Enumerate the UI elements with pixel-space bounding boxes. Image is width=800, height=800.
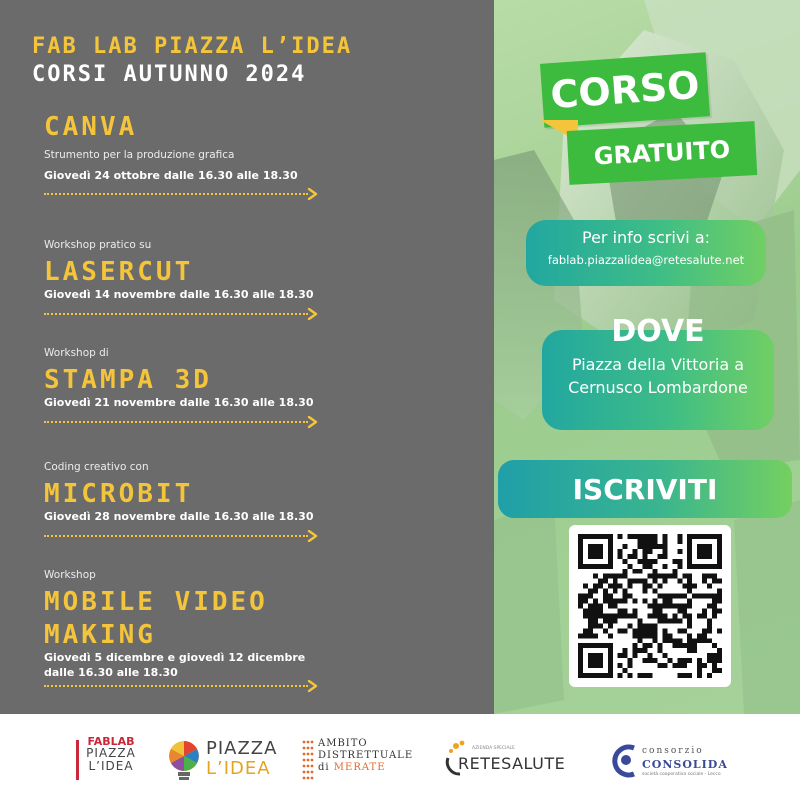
right-panel [494, 0, 800, 714]
course-date: Giovedì 24 ottobre dalle 16.30 alle 18.30 [44, 169, 298, 183]
qr-code-icon [578, 534, 722, 678]
retesalute-text: RETESALUTE [458, 754, 566, 773]
corso-label: CORSO [549, 62, 701, 118]
course-intro: Coding creativo con [44, 461, 149, 473]
ambito-merate-logo [302, 738, 422, 784]
bulb-icon [166, 740, 202, 782]
retesalute-small-text: AZIENDA SPECIALE [472, 746, 515, 751]
footer-logos [0, 714, 800, 800]
retesalute-logo [442, 738, 566, 784]
ambito-line3a: di [318, 762, 334, 773]
course-description: Strumento per la produzione grafica [44, 149, 235, 162]
course-intro: Workshop pratico su [44, 239, 152, 251]
dots-grid-icon [302, 740, 314, 780]
ambito-line2: DISTRETTUALE [318, 750, 414, 761]
arrow-right-icon [44, 416, 318, 428]
dove-pill [542, 314, 774, 430]
course-date-line2: dalle 16.30 alle 18.30 [44, 666, 178, 680]
consolida-text3: società cooperativa sociale - Lecco [642, 772, 721, 777]
course-date: Giovedì 21 novembre dalle 16.30 alle 18.30 [44, 396, 314, 410]
course-name: STAMPA 3D [44, 365, 212, 395]
header-subtitle: CORSI AUTUNNO 2024 [32, 62, 307, 87]
fablab-logo [80, 736, 142, 782]
course-stampa-3d [44, 347, 484, 411]
course-name: CANVA [44, 112, 138, 142]
course-name: MICROBIT [44, 479, 194, 509]
fablab-logo-text3: L’IDEA [88, 758, 134, 773]
arrow-right-icon [44, 308, 318, 320]
ambito-line3b: MERATE [333, 762, 386, 773]
course-microbit [44, 461, 484, 525]
info-label: Per info scrivi a: [581, 228, 711, 247]
course-lasercut [44, 239, 484, 303]
arrow-right-icon [44, 188, 318, 200]
course-mobile-video-making [44, 569, 484, 681]
ambito-logo-text [318, 738, 413, 774]
consolida-c-icon [612, 742, 640, 780]
course-canva [44, 112, 484, 184]
dove-line2: Cernusco Lombardone [568, 378, 748, 398]
course-name-line2: MAKING [44, 620, 156, 651]
info-email[interactable]: fablab.piazzalidea@retesalute.net [547, 253, 745, 267]
gratuito-badge [567, 121, 758, 185]
course-date: Giovedì 28 novembre dalle 16.30 alle 18.30 [44, 510, 314, 524]
consolida-logo [612, 738, 742, 784]
dove-title: DOVE [611, 314, 705, 349]
iscriviti-banner[interactable] [498, 460, 792, 518]
piazza-logo-text2: L’IDEA [206, 758, 271, 779]
course-intro: Workshop di [44, 347, 109, 359]
ambito-line1: AMBITO [318, 738, 368, 749]
info-pill [526, 220, 766, 286]
corso-badge [540, 52, 710, 127]
consolida-text2: CONSOLIDA [642, 758, 728, 771]
course-date: Giovedì 5 dicembre e giovedì 12 dicembre [44, 651, 306, 665]
header-title: FAB LAB PIAZZA L’IDEA [32, 34, 353, 59]
iscriviti-label: ISCRIVITI [572, 472, 718, 506]
course-name: MOBILE VIDEO [44, 587, 268, 617]
course-name: LASERCUT [44, 257, 194, 287]
piazza-logo-text: PIAZZA [206, 738, 278, 759]
qr-code-frame[interactable] [569, 525, 731, 687]
arrow-right-icon [44, 530, 318, 542]
course-date: Giovedì 14 novembre dalle 16.30 alle 18.30 [44, 288, 314, 302]
fablab-logo-text: FABLAB [87, 735, 135, 748]
course-intro: Workshop [44, 569, 96, 581]
gratuito-label: GRATUITO [593, 135, 731, 171]
arrow-right-icon [44, 680, 318, 692]
consolida-text1: consorzio [642, 746, 704, 756]
fablab-logo-text2: PIAZZA [86, 746, 136, 760]
piazza-lidea-logo [166, 738, 276, 782]
dove-line1: Piazza della Vittoria a [571, 355, 745, 374]
